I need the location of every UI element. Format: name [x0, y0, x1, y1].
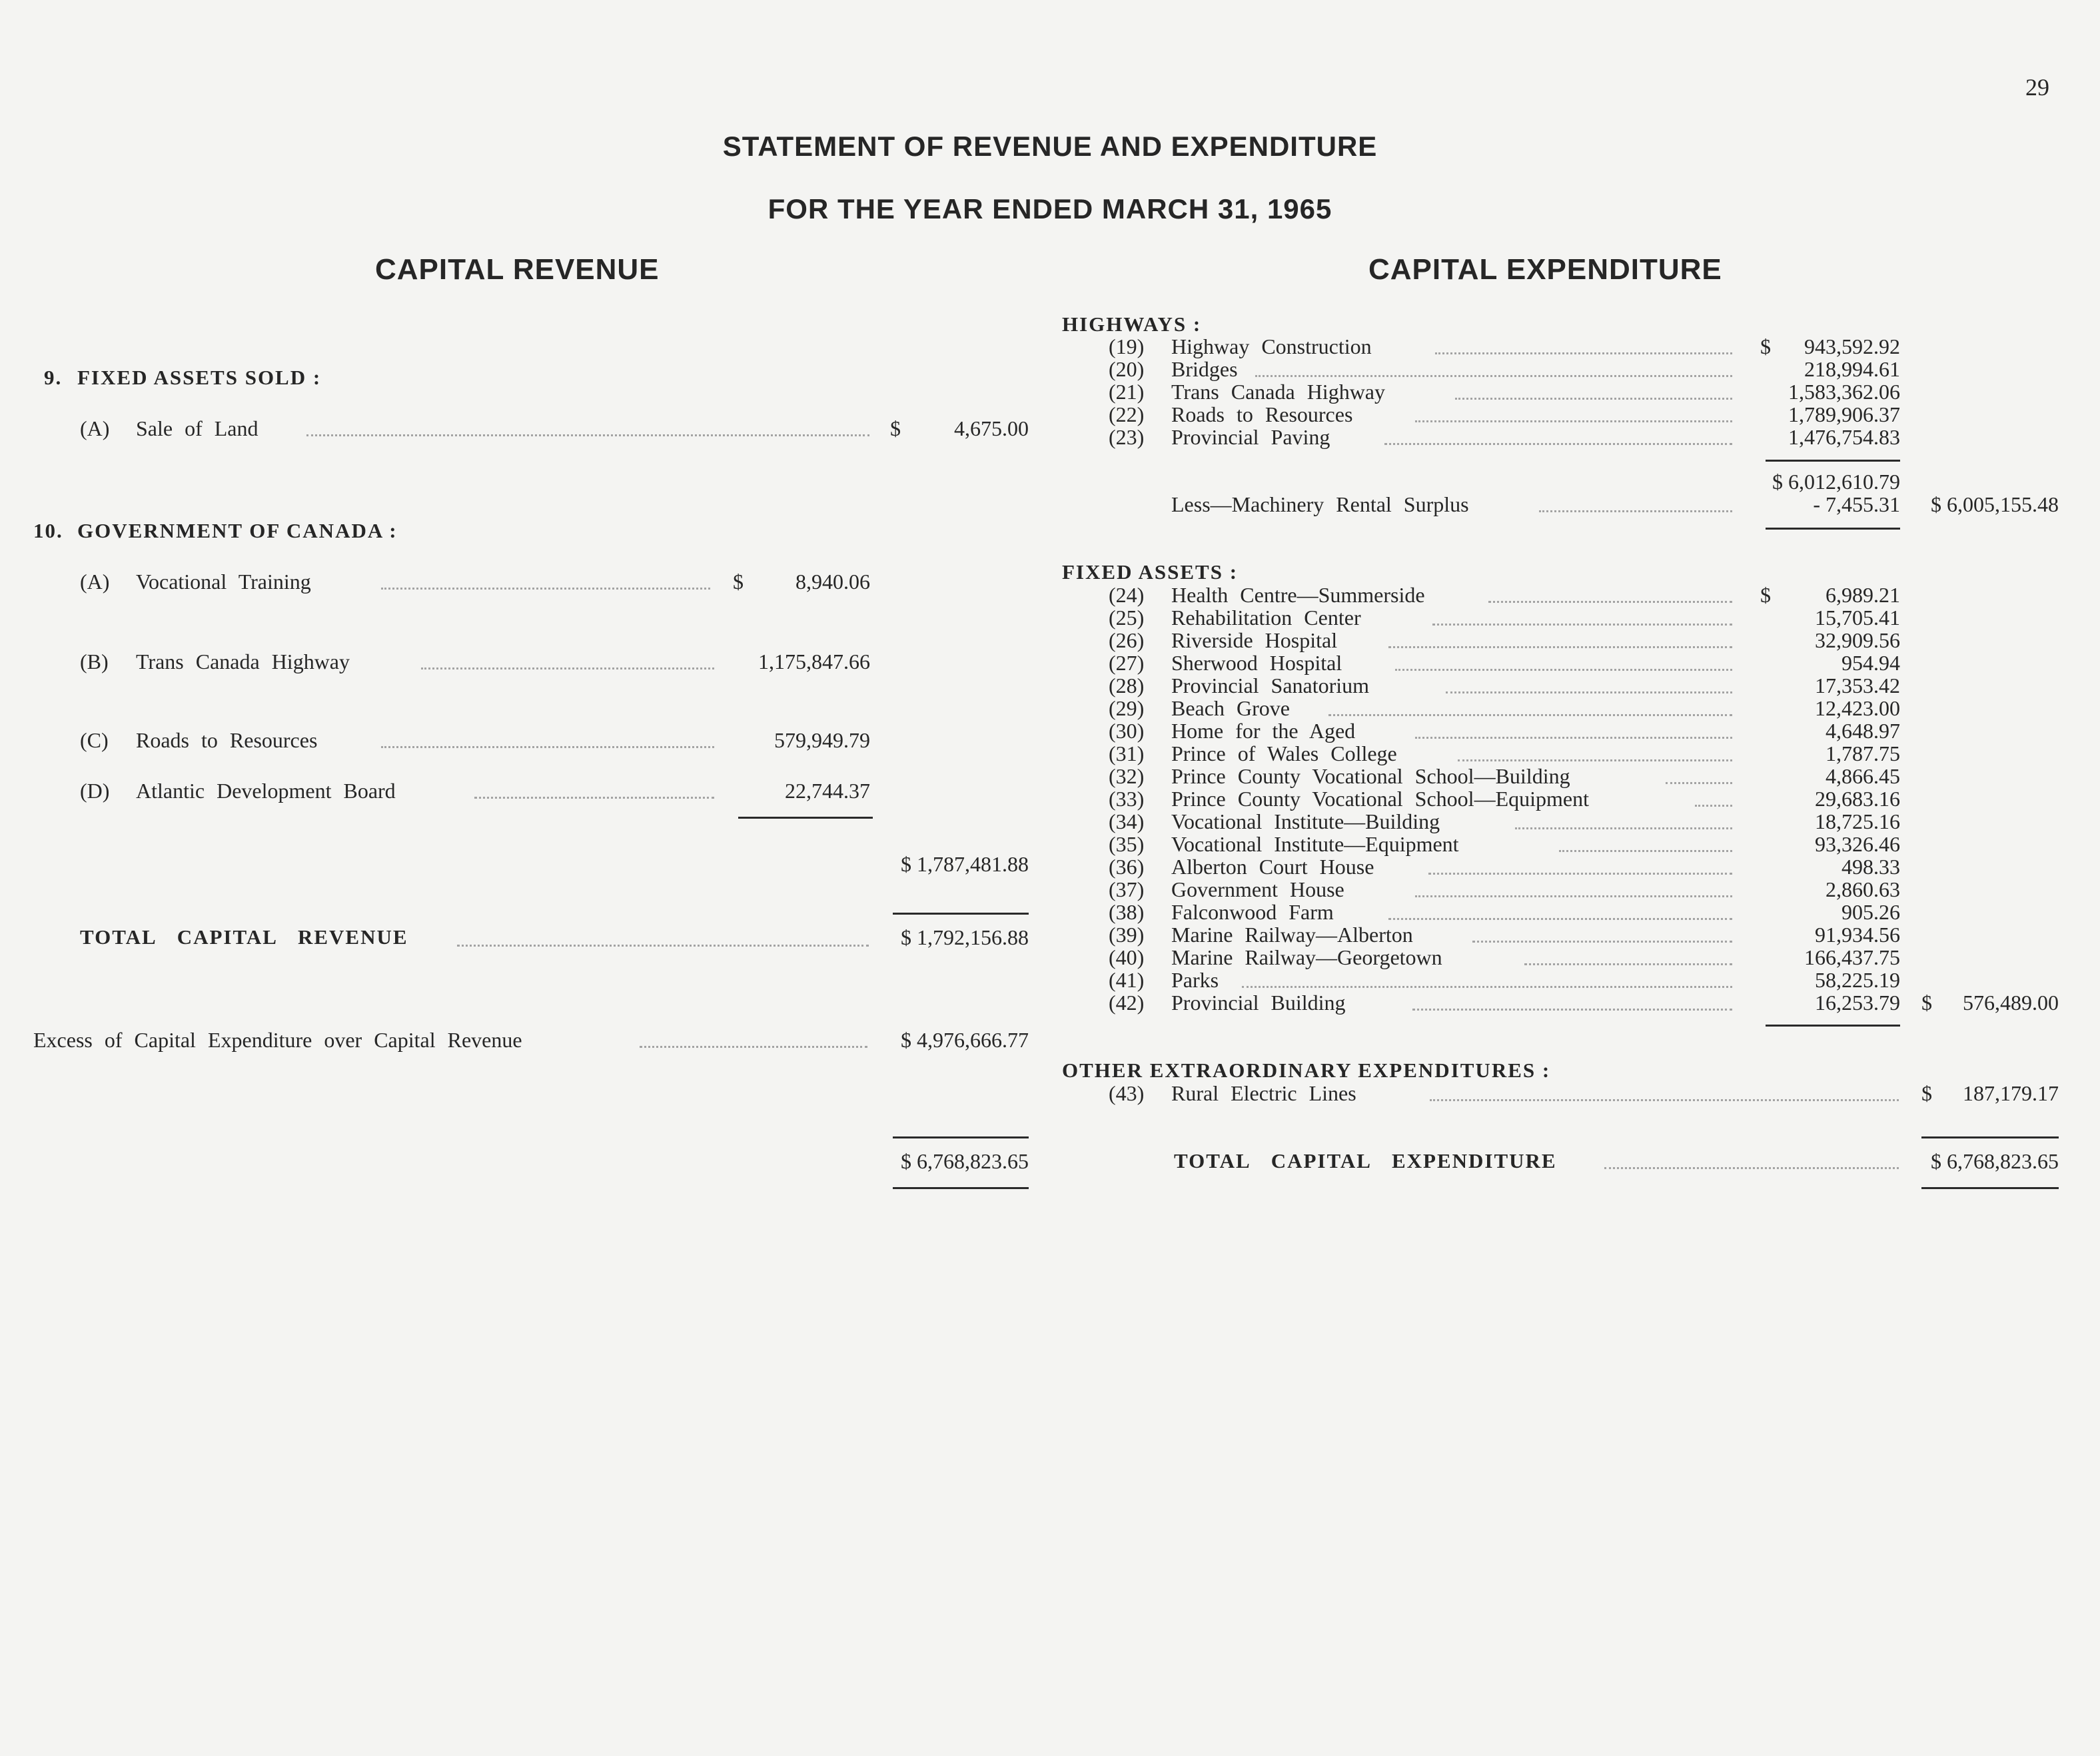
government-of-canada-heading: GOVERNMENT OF CANADA :	[77, 519, 398, 542]
total-capital-expenditure-label: TOTAL CAPITAL EXPENDITURE	[1174, 1149, 1557, 1172]
grand-total-rule	[1921, 1187, 2059, 1189]
item-label: Prince County Vocational School—Equipment	[1171, 787, 1589, 811]
less-label: Less—Machinery Rental Surplus	[1171, 492, 1469, 516]
section-number: 10.	[33, 519, 63, 542]
item-label: Government House	[1171, 877, 1344, 901]
dot-leader	[1388, 646, 1732, 648]
item-code: (40)	[1109, 945, 1145, 969]
grand-total-rule	[893, 1187, 1029, 1189]
list-item	[1062, 923, 1901, 946]
list-item	[1062, 606, 1901, 629]
government-subtotal: $ 1,787,481.88	[901, 852, 1029, 876]
dot-leader	[474, 797, 714, 799]
grand-total-amount: $ 6,768,823.65	[901, 1149, 1029, 1173]
dot-leader	[1384, 443, 1732, 445]
list-item	[1062, 380, 1901, 403]
item-amount: 187,179.17	[1963, 1081, 2059, 1105]
grand-total-rule	[893, 1136, 1029, 1138]
item-code: (26)	[1109, 628, 1145, 652]
item-label: Falconwood Farm	[1171, 900, 1334, 924]
item-amount: 15,705.41	[1815, 606, 1900, 630]
item-amount: 12,423.00	[1815, 696, 1900, 720]
dot-leader	[1524, 963, 1732, 965]
item-code: (24)	[1109, 583, 1145, 607]
fixed-assets-total: 576,489.00	[1963, 991, 2059, 1015]
item-code: (32)	[1109, 764, 1145, 788]
item-label: Vocational Institute—Building	[1171, 809, 1440, 833]
item-code: (41)	[1109, 968, 1145, 992]
dot-leader	[1446, 691, 1732, 693]
item-label: Roads to Resources	[136, 728, 318, 752]
item-amount: 579,949.79	[774, 728, 870, 752]
item-code: (21)	[1109, 380, 1145, 404]
item-amount: 91,934.56	[1815, 923, 1900, 947]
item-amount: 218,994.61	[1804, 357, 1900, 381]
item-label: Provincial Sanatorium	[1171, 673, 1370, 697]
item-label: Highway Construction	[1171, 334, 1372, 358]
item-code: (42)	[1109, 991, 1145, 1015]
item-amount: 8,940.06	[795, 570, 870, 594]
list-item	[1062, 426, 1901, 448]
dot-leader	[1415, 895, 1732, 897]
dollar-sign: $	[1921, 1081, 1932, 1105]
dot-leader	[1695, 805, 1732, 807]
item-label: Home for the Aged	[1171, 719, 1356, 743]
subtotal-rule	[893, 913, 1029, 915]
item-code: (B)	[80, 650, 109, 673]
less-amount: - 7,455.31	[1813, 492, 1900, 516]
total-capital-revenue-label: TOTAL CAPITAL REVENUE	[80, 925, 408, 949]
item-label: Riverside Hospital	[1171, 628, 1338, 652]
list-item	[1062, 765, 1901, 787]
dot-leader	[1455, 398, 1732, 400]
total-capital-revenue-amount: $ 1,792,156.88	[901, 925, 1029, 949]
capital-expenditure-heading: CAPITAL EXPENDITURE	[1368, 253, 1722, 286]
item-label: Vocational Training	[136, 570, 311, 594]
dot-leader	[1242, 986, 1732, 988]
item-amount: 4,675.00	[954, 416, 1029, 440]
dot-leader	[1430, 1099, 1899, 1101]
item-amount: 4,648.97	[1826, 719, 1900, 743]
item-code: (22)	[1109, 402, 1145, 426]
fixed-assets-heading: FIXED ASSETS :	[1062, 560, 1239, 584]
statement-title: STATEMENT OF REVENUE AND EXPENDITURE	[722, 131, 1378, 162]
item-code: (35)	[1109, 832, 1145, 856]
item-label: Marine Railway—Alberton	[1171, 923, 1413, 947]
list-item	[1062, 991, 1901, 1014]
dot-leader	[1428, 873, 1732, 875]
dot-leader	[1488, 601, 1732, 603]
item-amount: 93,326.46	[1815, 832, 1900, 856]
dot-leader	[1458, 759, 1732, 761]
item-label: Atlantic Development Board	[136, 779, 396, 803]
item-label: Rehabilitation Center	[1171, 606, 1361, 630]
dot-leader	[306, 434, 869, 436]
dollar-sign: $	[890, 416, 901, 440]
page-number: 29	[2025, 74, 2049, 101]
item-amount: 22,744.37	[785, 779, 870, 803]
dot-leader	[1255, 375, 1732, 377]
total-capital-expenditure-amount: $ 6,768,823.65	[1931, 1149, 2059, 1173]
item-label: Prince County Vocational School—Building	[1171, 764, 1570, 788]
excess-label: Excess of Capital Expenditure over Capital Revenue	[33, 1028, 522, 1052]
item-amount: 6,989.21	[1826, 583, 1900, 607]
item-label: Health Centre—Summerside	[1171, 583, 1425, 607]
item-amount: 1,583,362.06	[1788, 380, 1900, 404]
list-item	[1062, 901, 1901, 923]
item-amount: 58,225.19	[1815, 968, 1900, 992]
dollar-sign: $	[1921, 991, 1932, 1015]
item-code: (C)	[80, 728, 109, 752]
item-code: (D)	[80, 779, 110, 803]
dot-leader	[381, 588, 710, 590]
dot-leader	[1415, 737, 1732, 739]
dot-leader	[1432, 624, 1732, 626]
subtotal-rule	[1766, 528, 1900, 530]
item-code: (20)	[1109, 357, 1145, 381]
subtotal-rule	[738, 817, 873, 819]
fixed-assets-sold-heading: FIXED ASSETS SOLD :	[77, 366, 322, 389]
grand-total-rule	[1921, 1136, 2059, 1138]
item-code: (34)	[1109, 809, 1145, 833]
item-label: Beach Grove	[1171, 696, 1290, 720]
dot-leader	[1435, 352, 1732, 354]
list-item	[1062, 674, 1901, 697]
item-code: (33)	[1109, 787, 1145, 811]
item-code: (30)	[1109, 719, 1145, 743]
item-amount: 17,353.42	[1815, 673, 1900, 697]
capital-revenue-heading: CAPITAL REVENUE	[375, 253, 660, 286]
dollar-sign: $	[733, 570, 744, 594]
dot-leader	[1666, 782, 1732, 784]
highways-subtotal: $ 6,012,610.79	[1772, 470, 1900, 494]
item-amount: 498.33	[1841, 855, 1900, 879]
dollar-sign: $	[1760, 334, 1771, 358]
item-code: (27)	[1109, 651, 1145, 675]
dot-leader	[1472, 941, 1732, 943]
item-amount: 18,725.16	[1815, 809, 1900, 833]
section-number: 9.	[44, 366, 63, 389]
item-amount: 943,592.92	[1804, 334, 1900, 358]
item-code: (A)	[80, 416, 110, 440]
item-code: (23)	[1109, 425, 1145, 449]
dot-leader	[457, 945, 869, 947]
dot-leader	[1559, 850, 1732, 852]
dollar-sign: $	[1760, 583, 1771, 607]
dot-leader	[640, 1046, 867, 1048]
highways-heading: HIGHWAYS :	[1062, 312, 1202, 336]
item-code: (36)	[1109, 855, 1145, 879]
item-label: Rural Electric Lines	[1171, 1081, 1356, 1105]
list-item	[1062, 833, 1901, 855]
item-code: (25)	[1109, 606, 1145, 630]
item-amount: 905.26	[1841, 900, 1900, 924]
item-label: Bridges	[1171, 357, 1238, 381]
dot-leader	[1539, 510, 1732, 512]
item-code: (19)	[1109, 334, 1145, 358]
item-amount: 1,175,847.66	[758, 650, 870, 673]
item-amount: 1,476,754.83	[1788, 425, 1900, 449]
item-amount: 1,789,906.37	[1788, 402, 1900, 426]
highways-total: $ 6,005,155.48	[1931, 492, 2059, 516]
subtotal-rule	[1766, 460, 1900, 462]
dot-leader	[1604, 1167, 1899, 1169]
item-label: Provincial Paving	[1171, 425, 1330, 449]
list-item	[1062, 335, 1901, 358]
item-label: Provincial Building	[1171, 991, 1346, 1015]
list-item	[1062, 787, 1901, 810]
dot-leader	[381, 746, 714, 748]
item-code: (43)	[1109, 1081, 1145, 1105]
item-label: Trans Canada Highway	[136, 650, 350, 673]
excess-amount: $ 4,976,666.77	[901, 1028, 1029, 1052]
subtotal-rule	[1766, 1025, 1900, 1027]
list-item	[1062, 719, 1901, 742]
list-item	[1062, 358, 1901, 380]
item-code: (31)	[1109, 741, 1145, 765]
item-amount: 29,683.16	[1815, 787, 1900, 811]
item-amount: 4,866.45	[1826, 764, 1900, 788]
item-label: Roads to Resources	[1171, 402, 1353, 426]
statement-subtitle: FOR THE YEAR ENDED MARCH 31, 1965	[768, 193, 1332, 224]
item-amount: 954.94	[1841, 651, 1900, 675]
list-item	[1062, 855, 1901, 878]
item-amount: 32,909.56	[1815, 628, 1900, 652]
dot-leader	[1415, 420, 1732, 422]
item-code: (39)	[1109, 923, 1145, 947]
item-code: (29)	[1109, 696, 1145, 720]
other-expenditures-heading: OTHER EXTRAORDINARY EXPENDITURES :	[1062, 1059, 1551, 1082]
list-item	[1062, 629, 1901, 652]
item-amount: 166,437.75	[1804, 945, 1900, 969]
item-code: (38)	[1109, 900, 1145, 924]
item-label: Parks	[1171, 968, 1219, 992]
list-item	[1062, 878, 1901, 901]
item-amount: 16,253.79	[1815, 991, 1900, 1015]
item-amount: 1,787.75	[1826, 741, 1900, 765]
item-label: Trans Canada Highway	[1171, 380, 1385, 404]
list-item	[1062, 652, 1901, 674]
item-code: (A)	[80, 570, 110, 594]
list-item	[1062, 742, 1901, 765]
list-item	[1062, 969, 1901, 991]
list-item	[1062, 403, 1901, 426]
list-item	[1062, 946, 1901, 969]
item-amount: 2,860.63	[1826, 877, 1900, 901]
list-item	[1062, 810, 1901, 833]
dot-leader	[1395, 669, 1732, 671]
item-label: Sale of Land	[136, 416, 259, 440]
dot-leader	[1388, 918, 1732, 920]
dot-leader	[1328, 714, 1732, 716]
item-label: Prince of Wales College	[1171, 741, 1397, 765]
item-label: Sherwood Hospital	[1171, 651, 1342, 675]
item-code: (28)	[1109, 673, 1145, 697]
list-item	[1062, 697, 1901, 719]
item-label: Alberton Court House	[1171, 855, 1374, 879]
list-item	[1062, 584, 1901, 606]
dot-leader	[421, 667, 714, 669]
item-label: Vocational Institute—Equipment	[1171, 832, 1459, 856]
dot-leader	[1515, 827, 1732, 829]
item-code: (37)	[1109, 877, 1145, 901]
item-label: Marine Railway—Georgetown	[1171, 945, 1442, 969]
dot-leader	[1412, 1009, 1732, 1011]
